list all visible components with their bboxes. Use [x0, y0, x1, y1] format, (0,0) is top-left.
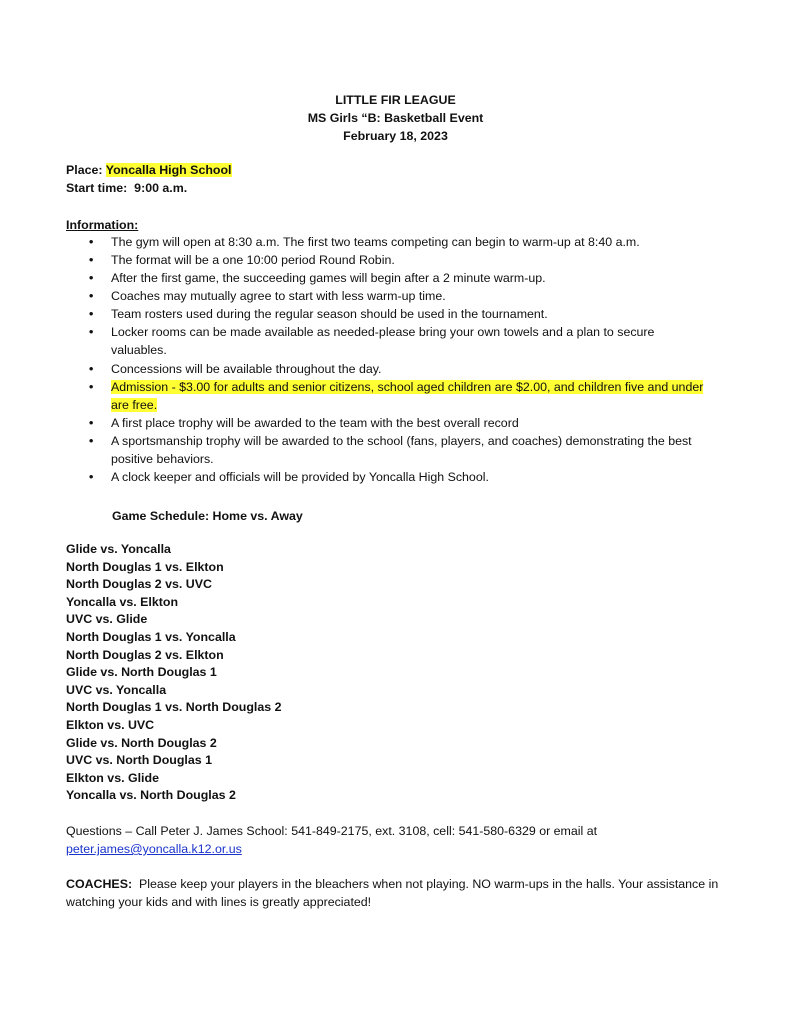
game-item: Yoncalla vs. Elkton: [66, 594, 179, 609]
game-item: Yoncalla vs. North Douglas 2: [66, 788, 236, 803]
info-item: • A first place trophy will be awarded to the team with the best overall record: [66, 414, 706, 432]
info-item: • Coaches may mutually agree to start with less warm-up time.: [66, 287, 706, 305]
game-item: North Douglas 1 vs. Elkton: [66, 559, 224, 574]
game-item: UVC vs. Glide: [66, 612, 148, 627]
schedule-heading: Game Schedule: Home vs. Away: [112, 509, 303, 523]
game-item: Glide vs. North Douglas 2: [66, 735, 217, 750]
info-item: • After the first game, the succeeding games will begin after a 2 minute warm-up.: [66, 269, 706, 287]
information-heading: Information:: [66, 218, 139, 232]
start-time-line: [66, 179, 187, 197]
start-time-value: 9:00 a.m.: [134, 181, 188, 195]
information-list: [66, 233, 706, 486]
info-item: • A clock keeper and officials will be provided by Yoncalla High School.: [66, 468, 706, 486]
game-item: Glide vs. North Douglas 1: [66, 665, 217, 680]
game-item: North Douglas 2 vs. Elkton: [66, 647, 224, 662]
contact-email-link[interactable]: peter.james@yoncalla.k12.or.us: [66, 842, 242, 856]
info-item: • Concessions will be available throughout the day.: [66, 360, 706, 378]
place-line: [66, 161, 232, 179]
game-item: North Douglas 2 vs. UVC: [66, 577, 212, 592]
game-item: UVC vs. North Douglas 1: [66, 753, 212, 768]
info-item-admission: [66, 378, 706, 414]
game-item: Elkton vs. Glide: [66, 770, 159, 785]
league-title: LITTLE FIR LEAGUE: [335, 93, 456, 107]
coaches-label: COACHES:: [66, 877, 133, 891]
game-item: Glide vs. Yoncalla: [66, 542, 171, 556]
coaches-text: Please keep your players in the bleachers when not playing. NO warm-ups in the halls. Your assistance in watching your kids and with lines is greatly appreciated!: [66, 877, 719, 909]
game-item: UVC vs. Yoncalla: [66, 682, 167, 697]
info-item: • The format will be a one 10:00 period Round Robin.: [66, 251, 706, 269]
info-item: • Team rosters used during the regular season should be used in the tournament.: [66, 305, 706, 323]
questions-text: Questions – Call Peter J. James School: 541-849-2175, ext. 3108, cell: 541-580-6329 or email at: [66, 824, 598, 838]
place-value: Yoncalla High School: [105, 163, 232, 177]
questions-paragraph: [66, 822, 726, 858]
game-schedule-list: [66, 541, 282, 805]
info-item: • Locker rooms can be made available as needed-please bring your own towels and a plan to secure valuables.: [66, 323, 706, 359]
coaches-note: [66, 875, 726, 911]
admission-highlight: Admission - $3.00 for adults and senior citizens, school aged children are $2.00, and children five and under are free.: [111, 380, 704, 412]
place-label: Place:: [66, 163, 103, 177]
info-item: • The gym will open at 8:30 a.m. The first two teams competing can begin to warm-up at 8:40 a.m.: [66, 233, 706, 251]
game-item: North Douglas 1 vs. Yoncalla: [66, 629, 236, 644]
document-header: [0, 91, 791, 145]
game-item: Elkton vs. UVC: [66, 717, 155, 732]
event-date: February 18, 2023: [343, 129, 448, 143]
game-item: North Douglas 1 vs. North Douglas 2: [66, 700, 282, 715]
start-time-label: Start time:: [66, 181, 128, 195]
info-item: • A sportsmanship trophy will be awarded to the school (fans, players, and coaches) demonstrating the best positive behaviors.: [66, 432, 706, 468]
event-title: MS Girls “B: Basketball Event: [307, 111, 484, 125]
